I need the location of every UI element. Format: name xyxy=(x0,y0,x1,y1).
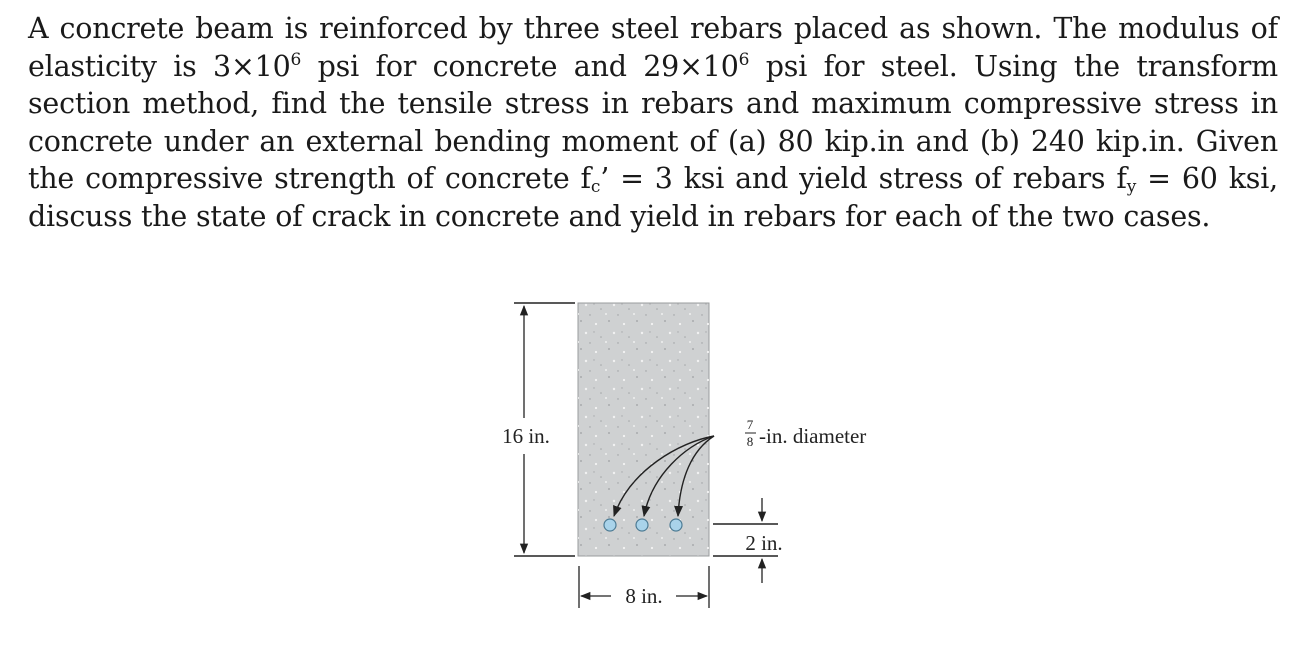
problem-text-part-4: ’ = 3 ksi and yield stress of rebars f xyxy=(600,162,1127,195)
problem-text-part-3: psi for steel. Using the transform section method, find the tensile stress in rebars and maximum compressive stress in concrete under an external bending moment of (a) 80 kip.in and (b) 240 kip.in. Given the compressive strength of concrete f xyxy=(28,49,1278,195)
problem-text-part-1: A concrete beam is reinforced by three steel rebars placed as shown. The modulus of elasticity is 3×10 xyxy=(28,12,1278,83)
rebar-1 xyxy=(604,519,616,531)
subscript-y: y xyxy=(1126,177,1137,197)
problem-statement xyxy=(28,10,1278,235)
rebar-2 xyxy=(636,519,648,531)
diameter-fraction-numerator: 7 xyxy=(746,417,754,432)
diameter-label: -in. diameter xyxy=(759,424,867,448)
beam-diagram xyxy=(480,290,920,620)
cover-label: 2 in. xyxy=(745,531,783,555)
width-label: 8 in. xyxy=(625,584,663,608)
exponent-steel-modulus: 6 xyxy=(738,49,750,70)
problem-text-part-5: = 60 ksi, discuss the state of crack in concrete and yield in rebars for each of the two cases. xyxy=(28,162,1278,233)
exponent-concrete-modulus: 6 xyxy=(290,49,302,70)
diameter-fraction-denominator: 8 xyxy=(746,434,754,449)
concrete-texture xyxy=(578,303,709,556)
subscript-c: c xyxy=(590,177,601,197)
height-label: 16 in. xyxy=(502,424,550,448)
beam-cross-section-figure xyxy=(480,290,920,620)
rebar-3 xyxy=(670,519,682,531)
problem-text-part-2: psi for concrete and 29×10 xyxy=(301,49,739,83)
